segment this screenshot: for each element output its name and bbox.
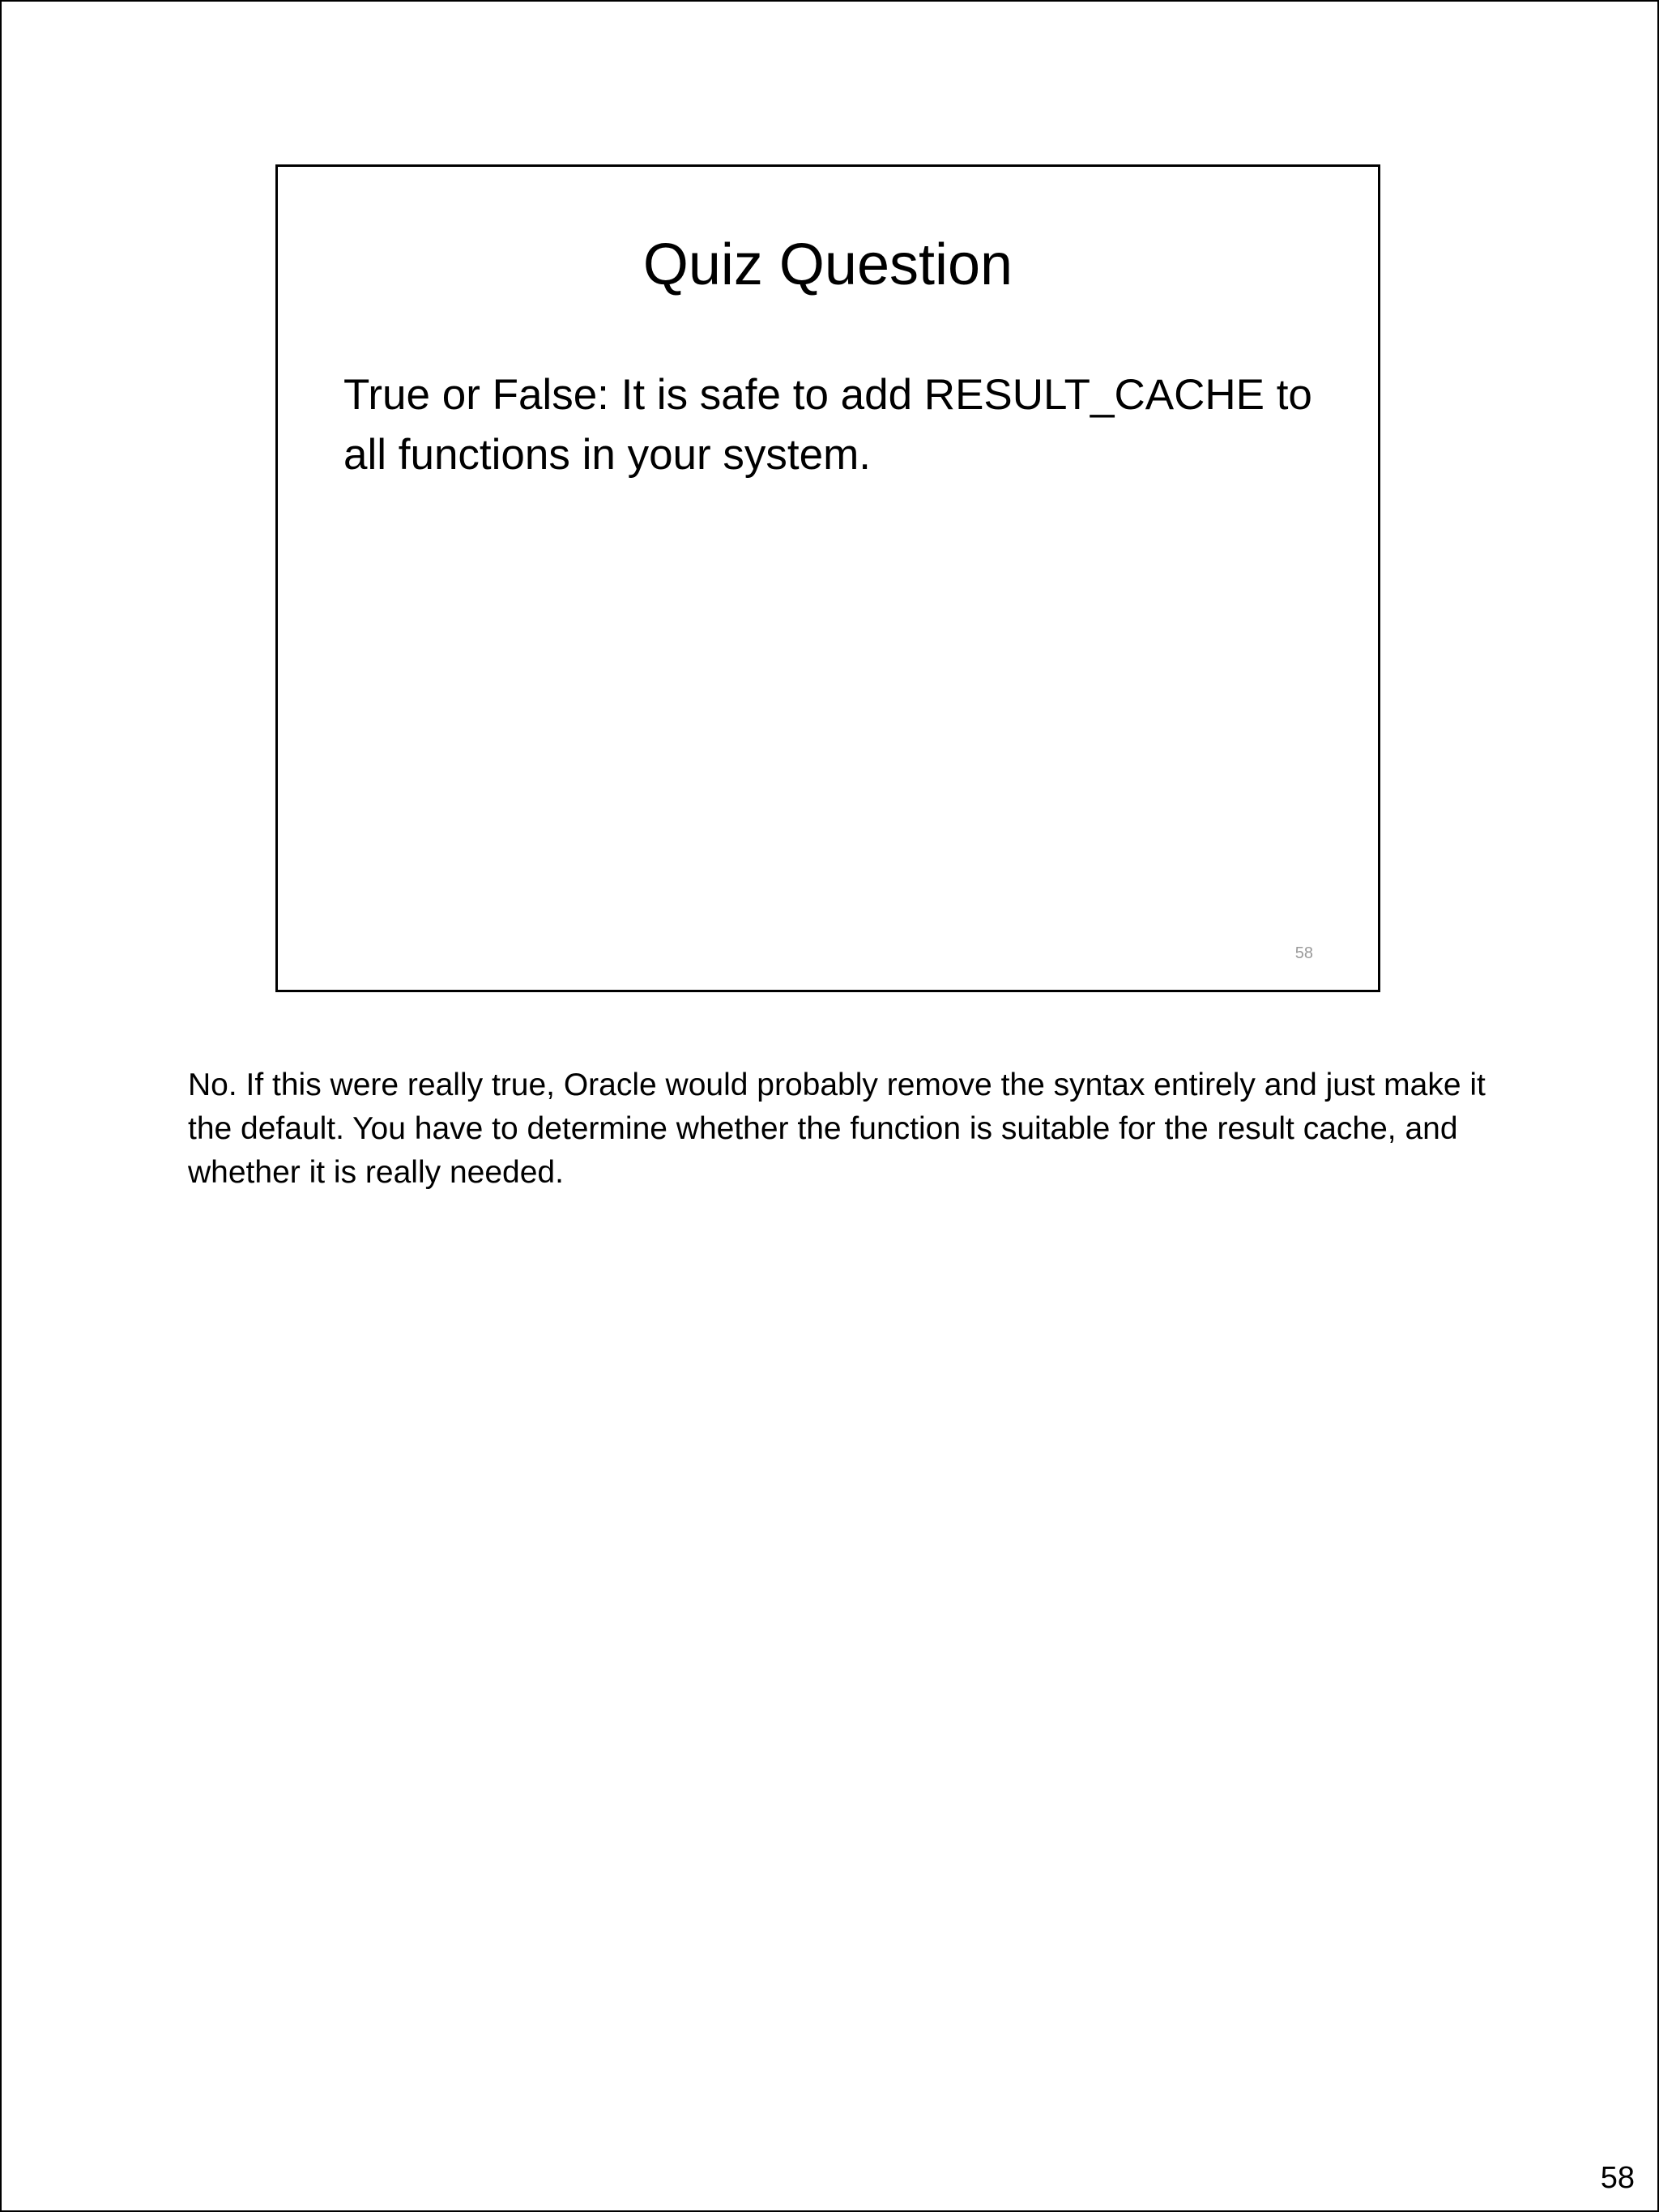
slide-body-text: True or False: It is safe to add RESULT_CACHE to all functions in your system. [343, 371, 1312, 479]
speaker-notes: No. If this were really true, Oracle would probably remove the syntax entirely and just make it the default. You have to determine whether the function is suitable for the result cache, and whether it is really needed. [188, 1068, 1486, 1190]
slide-thumbnail [275, 164, 1380, 992]
slide-title: Quiz Question [642, 232, 1013, 297]
page-number: 58 [1600, 2161, 1635, 2195]
slide-number: 58 [1294, 944, 1313, 962]
